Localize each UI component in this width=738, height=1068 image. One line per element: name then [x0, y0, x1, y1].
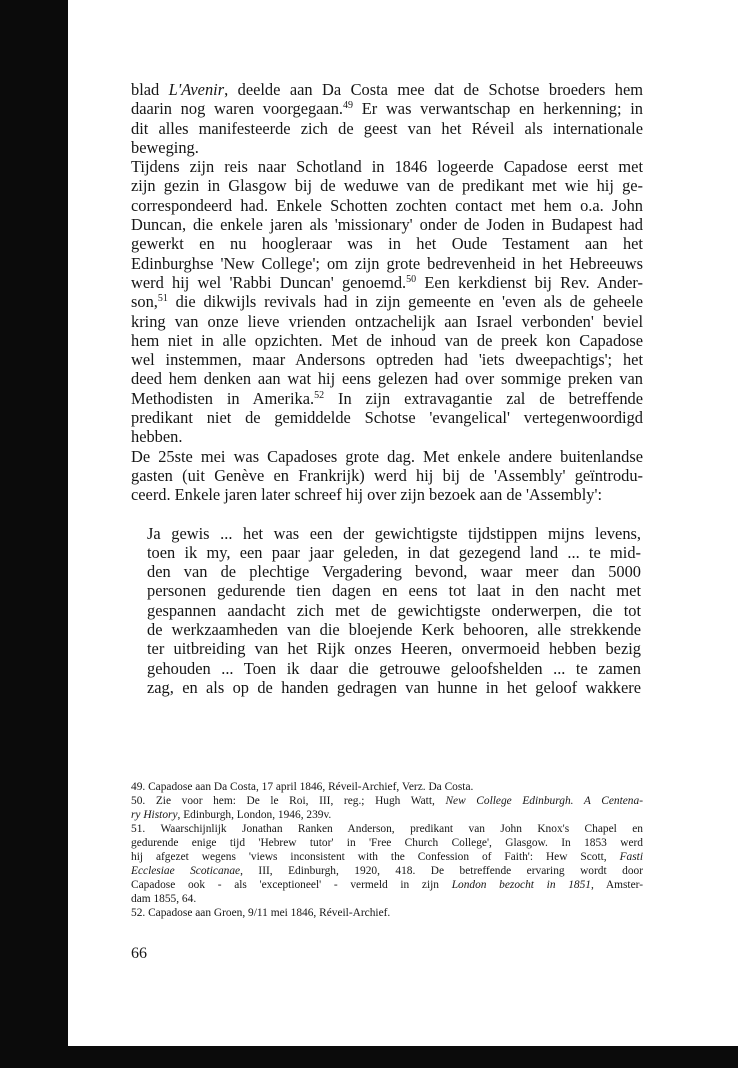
footnote-line: 50. Zie voor hem: De le Roi, III, reg.; Hugh Watt, New College Edinburgh. A Centena- — [131, 795, 643, 807]
text-line: Tijdens zijn reis naar Schotland in 1846 logeerde Capadose eerst met — [131, 157, 643, 177]
block-quote — [147, 524, 641, 698]
text-line: gasten (uit Genève en Frankrijk) werd hij bij de 'Assembly' geïntrodu- — [131, 465, 643, 485]
text-line: kring van onze lieve vrienden ontzachelijk aan Israel verbonden' beviel — [131, 311, 643, 331]
footnote-line: 52. Capadose aan Groen, 9/11 mei 1846, Réveil-Archief. — [131, 907, 391, 919]
quote-line: gehouden ... Toen ik daar die getrouwe geloofshelden ... te zamen — [147, 658, 641, 678]
text-line: daarin nog waren voorgegaan.$^{49}$ Er was verwantschap en herkenning; in — [131, 99, 643, 119]
text-line: Edinburghse 'New College'; om zijn grote bedrevenheid in het Hebreeuws — [131, 253, 643, 273]
text-line: wel instemmen, maar Andersons optreden had 'iets dweepachtigs'; het — [131, 350, 643, 370]
scan-border-left — [0, 0, 68, 1068]
text-line: Duncan, die enkele jaren als 'missionary' onder de Joden in Budapest had — [131, 215, 643, 235]
paragraph — [131, 80, 643, 157]
text-line: zijn gezin in Glasgow bij de weduwe van de predikant met wie hij ge- — [131, 176, 643, 196]
paragraph — [131, 447, 643, 505]
quote-line: zag, en als op de handen gedragen van hunne in het geloof wakkere — [147, 677, 641, 697]
footnotes — [131, 780, 643, 920]
quote-line: personen gedurende tien dagen en eens tot laat in den nacht met — [147, 581, 641, 601]
main-text — [131, 80, 643, 505]
text-line: predikant niet de gemiddelde Schotse 'evangelical' vertegenwoordigd — [131, 408, 643, 428]
quote-line: Ja gewis ... het was een der gewichtigste tijdstippen mijns levens, — [147, 523, 641, 543]
text-line: hem niet in alle opzichten. Met de inhoud van de preek kon Capadose — [131, 330, 643, 350]
footnote-line: hij afgezet wegens 'views inconsistent with the Confession of Faith': Hew Scott, Fasti — [131, 851, 643, 863]
scan-border-bottom — [0, 1046, 738, 1068]
footnote-line: 49. Capadose aan Da Costa, 17 april 1846, Réveil-Archief, Verz. Da Costa. — [131, 781, 474, 793]
footnote-line: ry History, Edinburgh, London, 1946, 239v. — [131, 809, 332, 821]
text-line: De 25ste mei was Capadoses grote dag. Met enkele andere buitenlandse — [131, 446, 643, 466]
text-line: werd hij wel 'Rabbi Duncan' genoemd.$^{50}$ Een kerkdienst bij Rev. Ander- — [131, 272, 644, 292]
text-line: son,$^{51}$ die dikwijls revivals had in zijn gemeente en 'even als de geheele — [131, 292, 643, 312]
quote-line: den van de plechtige Vergadering bevond, waar meer dan 5000 — [147, 562, 641, 582]
page-number: 66 — [131, 945, 147, 962]
page-body — [131, 80, 643, 697]
footnote-line: gedurende enige tijd 'Hebrew tutor' in 'Free Church College', Glasgow. In 1853 werd — [131, 837, 643, 849]
text-line: gewerkt en nu hoogleraar was in het Oude Testament aan het — [131, 234, 643, 254]
quote-line: ter uitbreiding van het Rijk onzes Heeren, onvermoeid hebben bezig — [147, 639, 641, 659]
paragraph — [131, 157, 643, 446]
text-line: dit alles manifesteerde zich de geest van het Réveil als internationale — [131, 118, 643, 138]
footnote-line: Ecclesiae Scoticanae, III, Edinburgh, 1920, 418. De betreffende ervaring wordt door — [131, 865, 644, 877]
footnote-line: Capadose ook - als 'exceptioneel' - vermeld in zijn London bezocht in 1851, Amster- — [131, 879, 643, 891]
quote-line: de werkzaamheden van die bloejende Kerk behooren, alle strekkende — [147, 620, 641, 640]
text-line: blad L'Avenir, deelde aan Da Costa mee dat de Schotse broeders hem — [131, 80, 643, 99]
footnote-line: dam 1855, 64. — [131, 893, 197, 905]
text-line: correspondeerd had. Enkele Schotten zochten contact met hem o.a. John — [131, 195, 643, 215]
text-line: ceerd. Enkele jaren later schreef hij over zijn bezoek aan de 'Assembly': — [131, 485, 602, 505]
quote-line: toen ik my, een paar jaar geleden, in dat gezegend land ... te mid- — [147, 542, 641, 562]
text-line: Methodisten in Amerika.$^{52}$ In zijn extravagantie zal de betreffende — [131, 388, 643, 408]
text-line: beweging. — [131, 137, 199, 157]
text-line: hebben. — [131, 427, 183, 447]
quote-line: gespannen aandacht zich met de gewichtigste onderwerpen, die tot — [147, 600, 641, 620]
text-line: deed hem denken aan wat hij eens gelezen had over sommige preken van — [131, 369, 643, 389]
footnote-line: 51. Waarschijnlijk Jonathan Ranken Anderson, predikant van John Knox's Chapel en — [131, 823, 643, 835]
